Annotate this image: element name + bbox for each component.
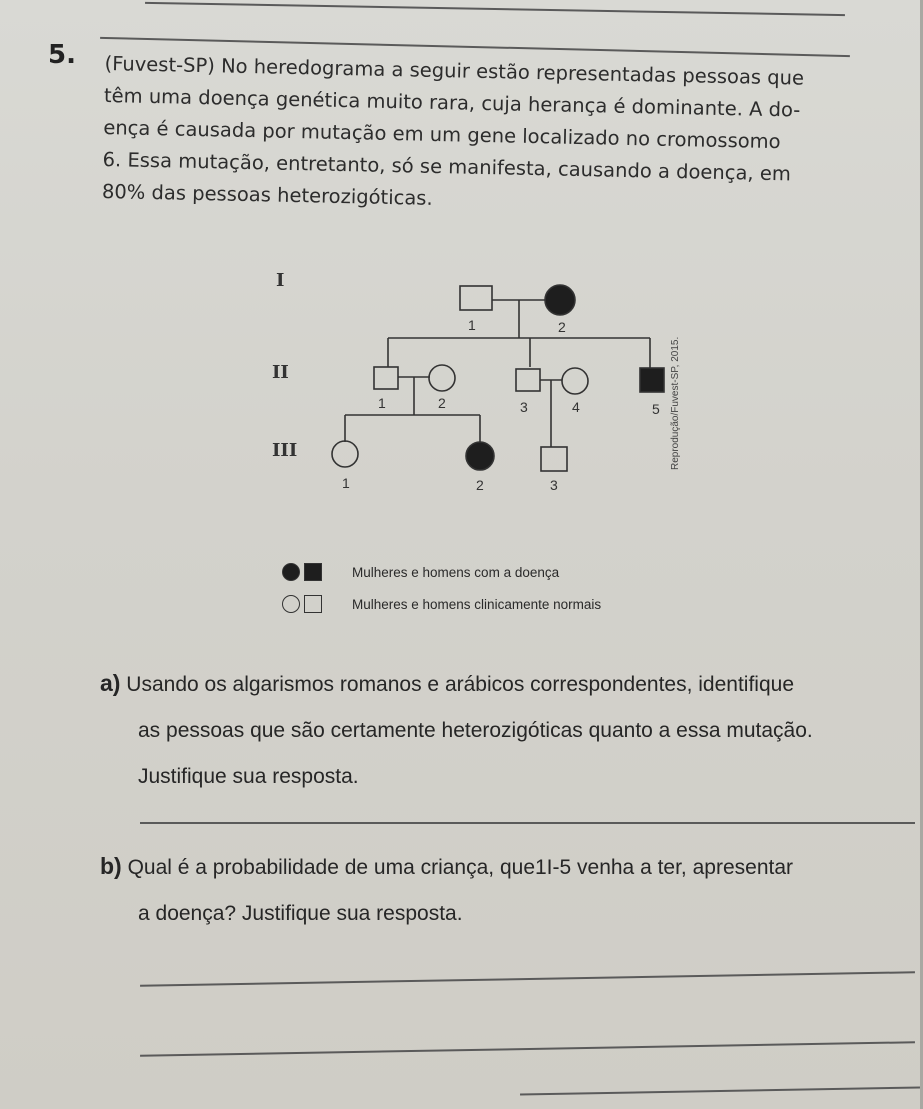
empty-circle-icon	[282, 595, 300, 613]
answer-line-b-3[interactable]	[520, 1087, 920, 1095]
stem-line: 6. Essa mutação, entretanto, só se manifesta, causando a doença, em	[102, 147, 792, 186]
pedigree-II-1-male	[374, 367, 398, 389]
generation-label-I: I	[276, 270, 285, 291]
pedigree-III-3-male	[541, 447, 567, 471]
item-a-line: Justifique sua resposta.	[138, 765, 359, 788]
legend-normal	[282, 595, 601, 613]
answer-line-b-1[interactable]	[140, 971, 915, 986]
pedigree-II-5-male	[640, 368, 664, 392]
image-credit: Reprodução/Fuvest-SP, 2015.	[670, 336, 681, 470]
item-b	[100, 843, 900, 937]
label-III-2: 2	[476, 477, 484, 493]
empty-square-icon	[304, 595, 322, 613]
label-III-3: 3	[550, 477, 558, 493]
label-II-1: 1	[378, 395, 386, 411]
stem-line: (Fuvest-SP) No heredograma a seguir estão representadas pessoas que	[104, 51, 805, 90]
label-III-1: 1	[342, 475, 350, 491]
filled-square-icon	[304, 563, 322, 581]
pedigree-I-2-female	[545, 285, 575, 315]
legend-affected-label: Mulheres e homens com a doença	[352, 564, 560, 580]
item-a	[100, 660, 900, 800]
pedigree-II-4-female	[562, 368, 588, 394]
answer-line-a[interactable]	[140, 822, 915, 824]
label-II-3: 3	[520, 399, 528, 415]
item-a-line: Usando os algarismos romanos e arábicos correspondentes, identifique	[126, 673, 795, 696]
label-I-1: 1	[468, 317, 476, 333]
item-b-label: b)	[100, 853, 122, 879]
pedigree-I-1-male	[460, 286, 492, 310]
item-a-line: as pessoas que são certamente heterozigóticas quanto a essa mutação.	[138, 719, 813, 742]
stem-line: ença é causada por mutação em um gene localizado no cromossomo	[103, 115, 781, 154]
stem-line: 80% das pessoas heterozigóticas.	[101, 179, 433, 210]
pedigree-III-1-female	[332, 441, 358, 467]
generation-label-II: II	[272, 362, 289, 383]
filled-circle-icon	[282, 563, 300, 581]
generation-label-III: III	[272, 440, 298, 461]
label-II-5: 5	[652, 401, 660, 417]
answer-line-b-2[interactable]	[140, 1041, 915, 1056]
pedigree-II-3-male	[516, 369, 540, 391]
legend-affected	[282, 563, 559, 581]
label-II-2: 2	[438, 395, 446, 411]
item-b-line: a doença? Justifique sua resposta.	[138, 902, 463, 925]
stem-line: têm uma doença genética muito rara, cuja herança é dominante. A do-	[103, 83, 801, 122]
pedigree-II-2-female	[429, 365, 455, 391]
pedigree-III-2-female	[466, 442, 494, 470]
item-a-label: a)	[100, 670, 121, 696]
legend-normal-label: Mulheres e homens clinicamente normais	[352, 596, 602, 612]
question-number: 5.	[48, 40, 76, 70]
pedigree-chart	[0, 0, 923, 520]
label-II-4: 4	[572, 399, 580, 415]
label-I-2: 2	[558, 319, 566, 335]
item-b-line: Qual é a probabilidade de uma criança, que1I-5 venha a ter, apresentar	[127, 856, 793, 879]
